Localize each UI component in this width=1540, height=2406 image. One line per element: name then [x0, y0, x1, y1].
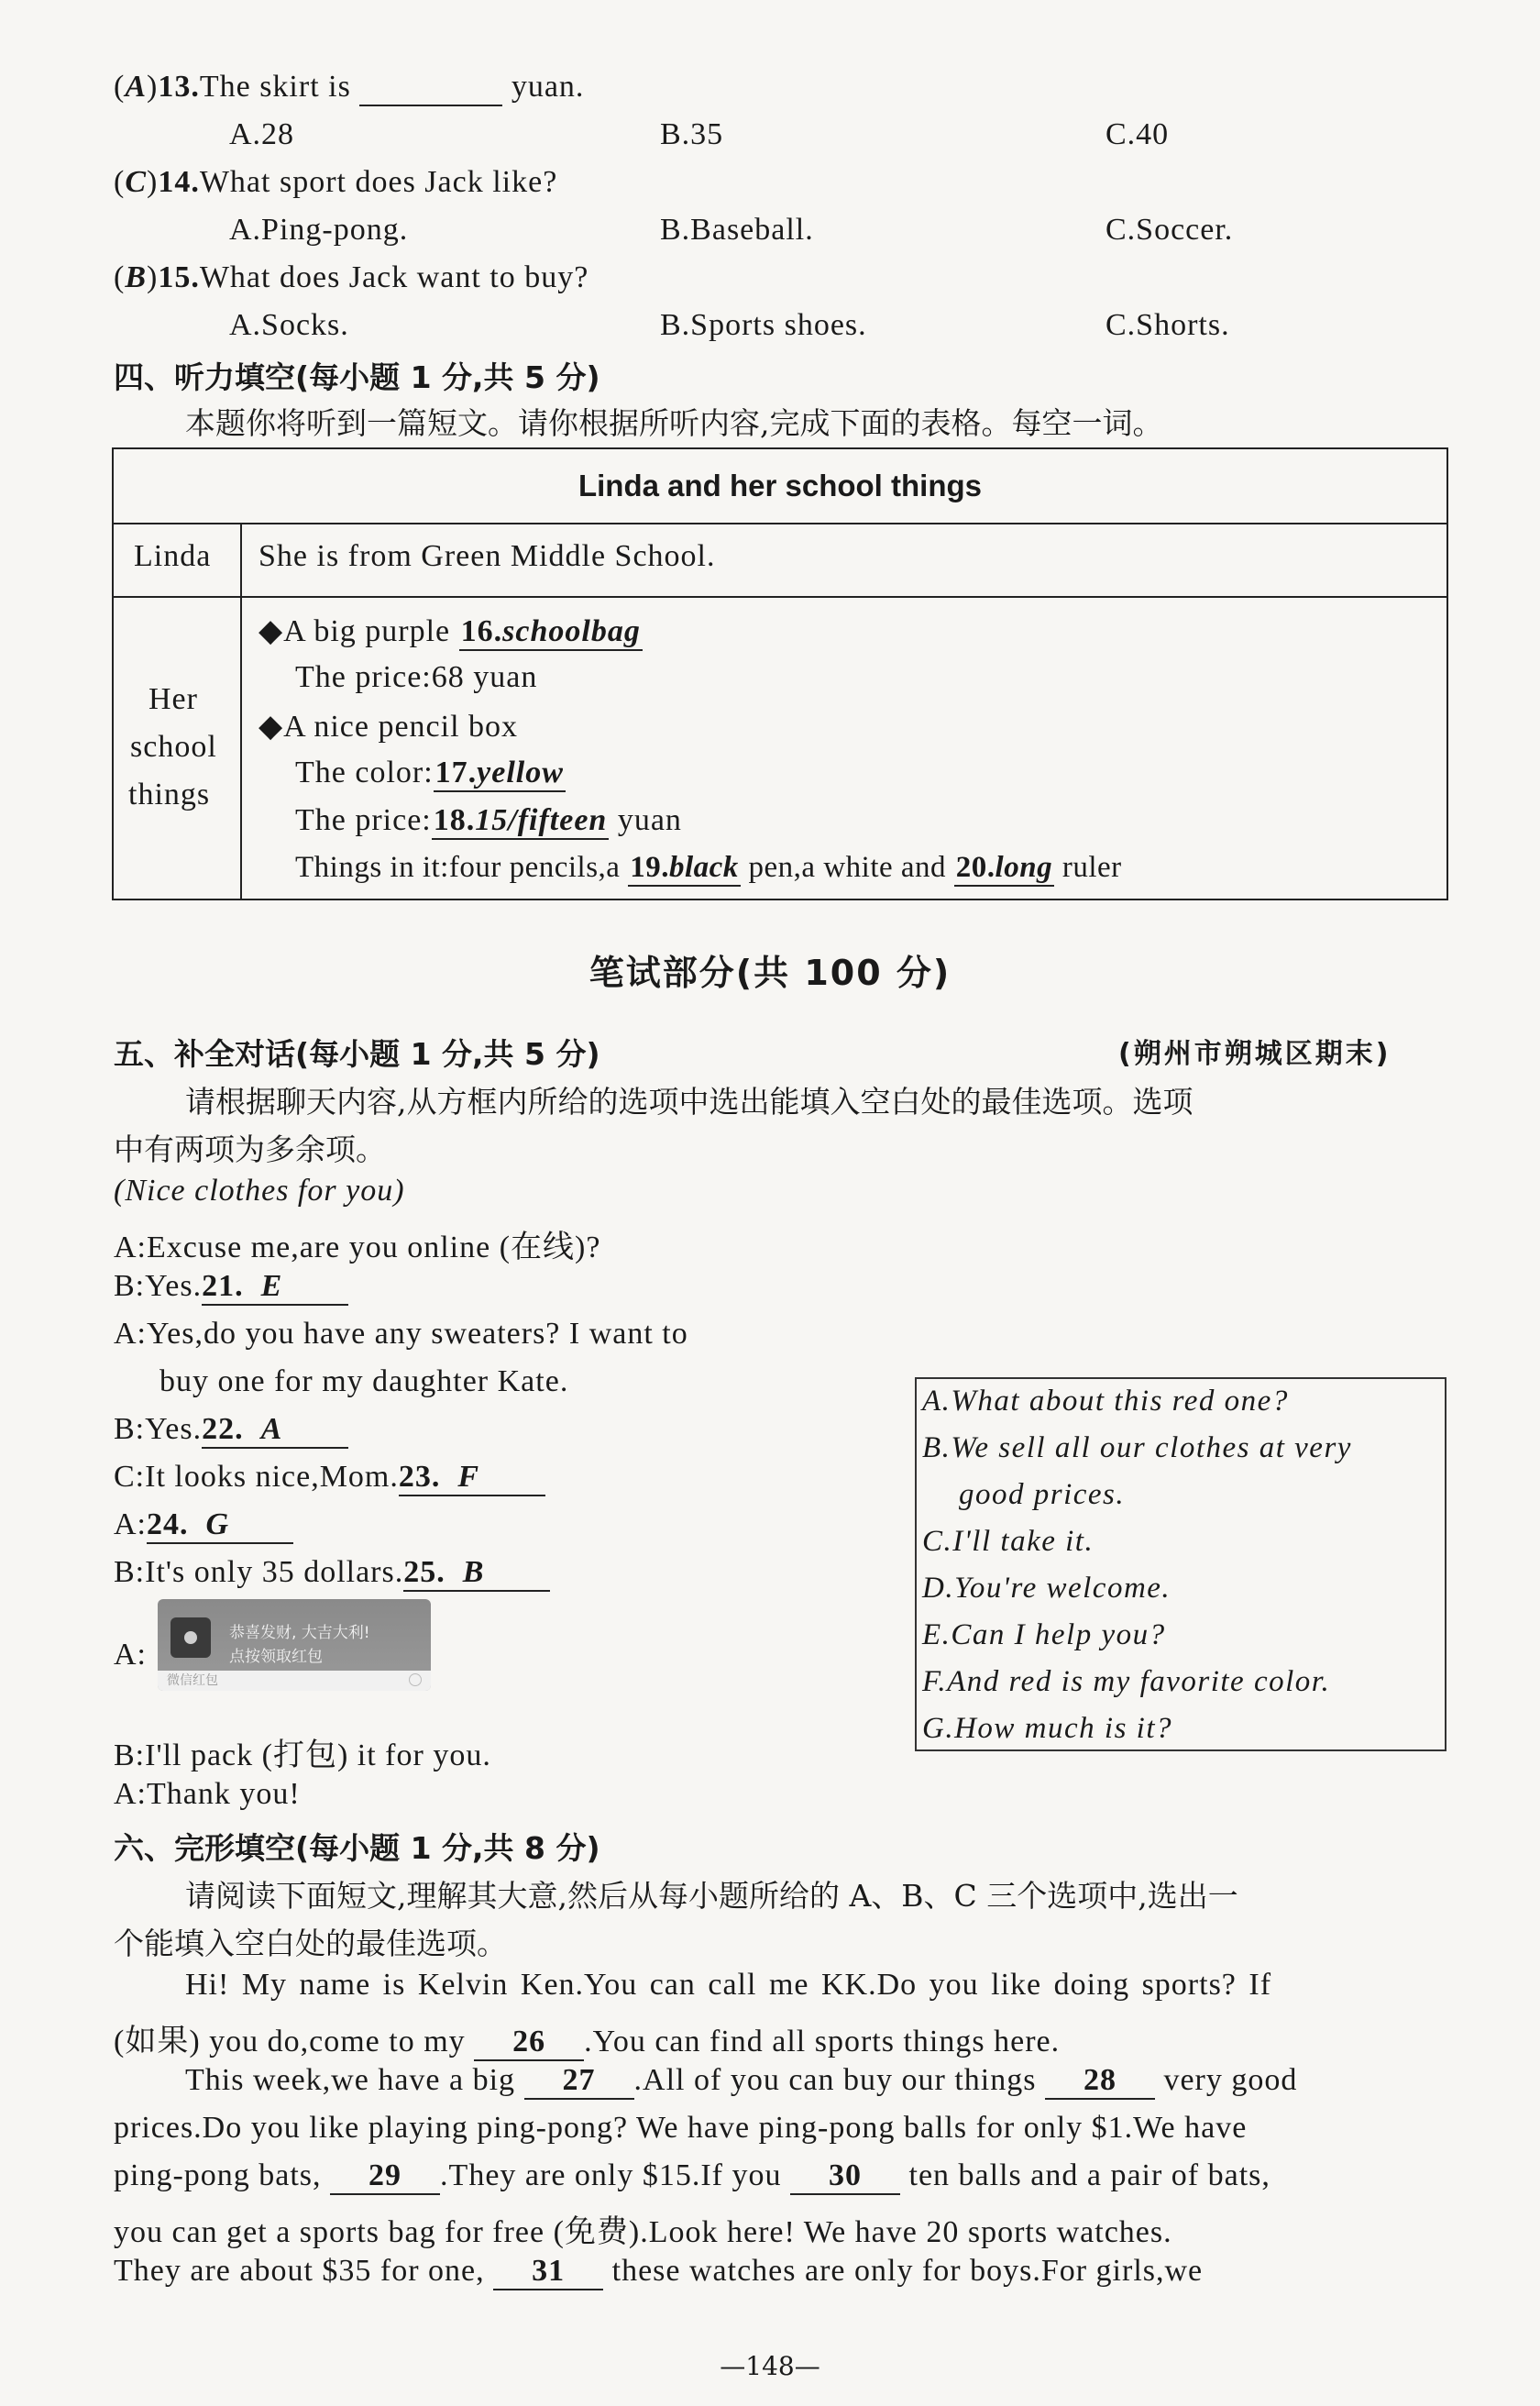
line-color: The color:17.yellow: [295, 756, 566, 792]
red-packet-icon: [170, 1617, 211, 1658]
blank-28: 28: [1045, 2063, 1155, 2100]
row-label-school: school: [130, 730, 217, 764]
answer-25: 25. B: [403, 1555, 550, 1592]
question-15: (B)15.What does Jack want to buy?: [114, 260, 589, 294]
wechat-red-packet: [158, 1599, 431, 1691]
passage-line-4: prices.Do you like playing ping-pong? We have ping-pong balls for only $1.We have: [114, 2111, 1248, 2145]
answer-17: 17.yellow: [434, 756, 566, 792]
school-things-table: [112, 447, 1448, 900]
dialog-line-7: B:It's only 35 dollars.25. B: [114, 1555, 550, 1592]
row-label-linda: Linda: [134, 539, 212, 573]
passage-line-2: (如果) you do,come to my 26 .You can find all sports things here.: [114, 2015, 1060, 2061]
passage-line-5: ping-pong bats, 29 .They are only $15.If you 30 ten balls and a pair of bats,: [114, 2158, 1270, 2195]
blank-31: 31: [493, 2254, 603, 2290]
dialog-line-10: A:Thank you!: [114, 1777, 301, 1811]
answer-20: 20.long: [954, 851, 1054, 887]
blank-27: 27: [524, 2063, 634, 2100]
option-e: E.Can I help you?: [922, 1618, 1166, 1651]
question-14: (C)14.What sport does Jack like?: [114, 165, 558, 199]
line-bag: ◆A big purple 16.schoolbag: [258, 613, 643, 651]
line-price1: The price:68 yuan: [295, 660, 538, 694]
option-a: A.What about this red one?: [922, 1385, 1289, 1418]
row-text-linda: She is from Green Middle School.: [258, 539, 716, 573]
blank-30: 30: [790, 2158, 900, 2195]
q14-option-b: B.Baseball.: [660, 213, 814, 247]
section6-instruction-2: 个能填入空白处的最佳选项。: [114, 1926, 507, 1961]
dialog-line-1: A:Excuse me,are you online (在线)?: [114, 1231, 601, 1264]
answer-blank: [359, 70, 502, 106]
written-part-title: 笔试部分(共 100 分): [588, 953, 952, 993]
answer-23: 23. F: [399, 1460, 545, 1496]
red-packet-badge-icon: [409, 1673, 422, 1686]
section4-instruction: 本题你将听到一篇短文。请你根据所听内容,完成下面的表格。每空一词。: [185, 405, 1163, 441]
q14-option-c: C.Soccer.: [1106, 213, 1234, 247]
passage-line-1: Hi! My name is Kelvin Ken.You can call me KK.Do you like doing sports? If: [185, 1968, 1272, 2002]
answer-13: A: [125, 70, 148, 104]
dialog-line-4: B:Yes.22. A: [114, 1412, 348, 1449]
dialog-line-8: A:: [114, 1638, 147, 1672]
blank-29: 29: [330, 2158, 440, 2195]
option-c: C.I'll take it.: [922, 1525, 1094, 1558]
q14-option-a: A.Ping-pong.: [229, 213, 409, 247]
section6-title: 六、完形填空(每小题 1 分,共 8 分): [114, 1830, 600, 1866]
diamond-bullet-icon: ◆: [258, 710, 284, 744]
dialog-line-5: C:It looks nice,Mom.23. F: [114, 1460, 545, 1496]
option-d: D.You're welcome.: [922, 1572, 1172, 1605]
table-header: Linda and her school things: [114, 449, 1446, 524]
blank-26: 26: [474, 2025, 584, 2061]
diamond-bullet-icon: ◆: [258, 614, 284, 648]
answer-19: 19.black: [628, 851, 741, 887]
red-packet-greeting: 恭喜发财, 大吉大利!: [229, 1624, 370, 1642]
section5-title: 五、补全对话(每小题 1 分,共 5 分): [114, 1036, 600, 1072]
dialog-line-3: A:Yes,do you have any sweaters? I want to: [114, 1317, 688, 1351]
answer-16: 16.schoolbag: [459, 614, 643, 651]
answer-22: 22. A: [202, 1412, 348, 1449]
q13-option-c: C.40: [1106, 117, 1170, 151]
answer-15: B: [125, 260, 148, 294]
line-things: Things in it:four pencils,a 19.black pen,a white and 20.long ruler: [295, 851, 1122, 887]
options-box: [915, 1377, 1446, 1751]
passage-line-6: you can get a sports bag for free (免费).Look here! We have 20 sports watches.: [114, 2215, 1172, 2249]
option-g: G.How much is it?: [922, 1712, 1172, 1745]
red-packet-action: 点按领取红包: [229, 1648, 323, 1666]
section4-title: 四、听力填空(每小题 1 分,共 5 分): [114, 359, 600, 395]
q15-option-b: B.Sports shoes.: [660, 308, 867, 342]
row-label-her: Her: [148, 682, 198, 716]
line-box: ◆A nice pencil box: [258, 710, 519, 744]
q15-option-a: A.Socks.: [229, 308, 349, 342]
answer-18: 18.15/fifteen: [432, 803, 610, 840]
dialog-subtitle: (Nice clothes for you): [114, 1174, 405, 1208]
dialog-line-9: B:I'll pack (打包) it for you.: [114, 1738, 491, 1772]
passage-line-7: They are about $35 for one, 31 these watches are only for boys.For girls,we: [114, 2254, 1203, 2290]
page-number: —148—: [720, 2351, 820, 2381]
section5-instruction-1: 请根据聊天内容,从方框内所给的选项中选出能填入空白处的最佳选项。选项: [185, 1084, 1194, 1120]
row-label-things: things: [128, 778, 211, 811]
answer-24: 24. G: [147, 1507, 293, 1544]
red-packet-label: 微信红包: [167, 1673, 218, 1688]
dialog-line-6: A:24. G: [114, 1507, 293, 1544]
question-13: (A)13.The skirt is yuan.: [114, 70, 584, 106]
dialog-line-3b: buy one for my daughter Kate.: [160, 1364, 569, 1398]
passage-line-3: This week,we have a big 27 .All of you can buy our things 28 very good: [185, 2063, 1297, 2100]
line-price2: The price:18.15/fifteen yuan: [295, 803, 682, 840]
option-f: F.And red is my favorite color.: [922, 1665, 1331, 1698]
q13-option-b: B.35: [660, 117, 724, 151]
option-b-cont: good prices.: [959, 1478, 1126, 1511]
q13-option-a: A.28: [229, 117, 295, 151]
section5-instruction-2: 中有两项为多余项。: [114, 1131, 386, 1167]
q15-option-c: C.Shorts.: [1106, 308, 1230, 342]
answer-21: 21. E: [202, 1269, 348, 1306]
section6-instruction-1: 请阅读下面短文,理解其大意,然后从每小题所给的 A、B、C 三个选项中,选出一: [185, 1878, 1238, 1914]
option-b: B.We sell all our clothes at very: [922, 1431, 1352, 1464]
answer-14: C: [125, 165, 148, 199]
dialog-line-2: B:Yes.21. E: [114, 1269, 348, 1306]
section5-source: (朔州市朔城区期末): [1118, 1038, 1392, 1070]
